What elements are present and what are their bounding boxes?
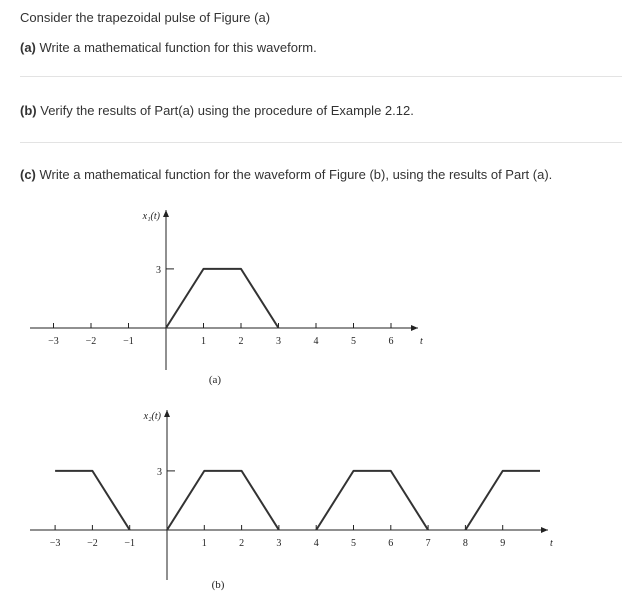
part-b-text: Verify the results of Part(a) using the procedure of Example 2.12. bbox=[40, 103, 414, 118]
x-tick-label: −3 bbox=[49, 538, 61, 549]
x-tick-label: 6 bbox=[388, 538, 394, 549]
waveform-segment bbox=[166, 269, 279, 328]
part-b-label: (b) bbox=[20, 103, 37, 118]
x-tick-label: 1 bbox=[201, 538, 207, 549]
part-c-label: (c) bbox=[20, 167, 36, 182]
x-axis-label: t bbox=[550, 538, 553, 549]
x-tick-label: 8 bbox=[462, 538, 468, 549]
waveform-segment bbox=[55, 471, 130, 530]
y-axis-label: x₂(t) bbox=[143, 411, 161, 422]
x-tick-label: 3 bbox=[276, 538, 282, 549]
x-tick-label: −1 bbox=[124, 538, 136, 549]
part-c-text: Write a mathematical function for the waveform of Figure (b), using the results of Part (a). bbox=[39, 167, 553, 182]
x-axis-label: t bbox=[420, 336, 423, 347]
x-tick-label: 1 bbox=[201, 336, 206, 347]
figure-caption: (a) bbox=[208, 374, 222, 386]
x-tick-label: 5 bbox=[351, 336, 356, 347]
x-tick-label: 7 bbox=[425, 538, 431, 549]
figure-a bbox=[30, 210, 423, 386]
x-tick-label: −3 bbox=[48, 336, 59, 347]
waveform-segment bbox=[167, 471, 279, 530]
waveform-segment bbox=[465, 471, 540, 530]
figure-caption: (b) bbox=[211, 579, 225, 591]
figure-b bbox=[30, 410, 553, 591]
waveform-segment bbox=[316, 471, 428, 530]
x-tick-label: 5 bbox=[351, 538, 356, 549]
y-level-label: 3 bbox=[157, 466, 162, 478]
part-a-label: (a) bbox=[20, 40, 36, 55]
x-tick-label: 9 bbox=[500, 538, 506, 549]
x-tick-label: −1 bbox=[123, 336, 134, 347]
intro-text: Consider the trapezoidal pulse of Figure (a) bbox=[20, 10, 271, 25]
x-tick-label: −2 bbox=[85, 336, 97, 347]
part-a-text: Write a mathematical function for this waveform. bbox=[39, 40, 317, 55]
x-tick-label: 6 bbox=[388, 336, 394, 347]
x-tick-label: 4 bbox=[313, 538, 319, 549]
x-tick-label: −2 bbox=[87, 538, 98, 549]
x-tick-label: 4 bbox=[313, 336, 319, 347]
y-axis-label: x₁(t) bbox=[142, 211, 160, 222]
x-tick-label: 2 bbox=[238, 336, 244, 347]
x-tick-label: 3 bbox=[276, 336, 281, 347]
x-tick-label: 2 bbox=[239, 538, 245, 549]
y-level-label: 3 bbox=[156, 264, 161, 276]
